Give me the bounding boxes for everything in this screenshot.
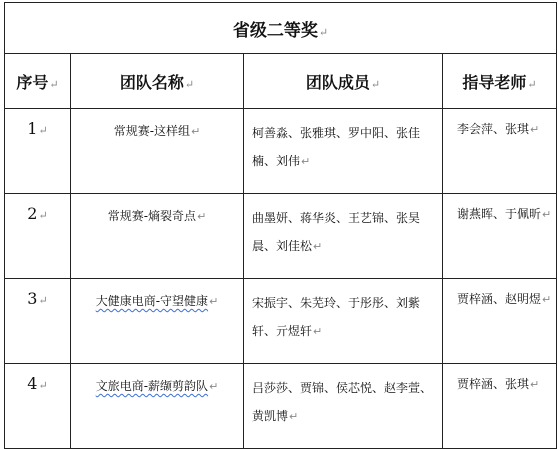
row-index: 2↵ [5, 194, 71, 279]
header-index: 序号↵ [5, 54, 71, 109]
row-team-name: 常规赛-这样组↵ [71, 109, 244, 194]
row-members: 柯善淼、张雅琪、罗中阳、张佳楠、刘伟↵ [244, 109, 443, 194]
table-row [5, 279, 557, 364]
header-members: 团队成员↵ [244, 54, 443, 109]
row-advisors: 李会萍、张琪↵ [443, 109, 557, 194]
table-row [5, 364, 557, 449]
section-title: 省级二等奖 [232, 20, 318, 41]
row-members: 宋振宇、朱芜玲、于彤彤、刘紫轩、亓煜轩↵ [244, 279, 443, 364]
header-advisors: 指导老师↵ [443, 54, 557, 109]
row-advisors: 谢燕晖、于佩昕↵ [443, 194, 557, 279]
paragraph-mark: ↵ [318, 25, 329, 39]
section-title-cell [5, 3, 557, 54]
award-table [4, 2, 557, 449]
row-team-name: 常规赛-熵裂奇点↵ [71, 194, 244, 279]
row-team-name: 大健康电商-守望健康↵ [71, 279, 244, 364]
header-team-name: 团队名称↵ [71, 54, 244, 109]
row-index: 1↵ [5, 109, 71, 194]
row-index: 3↵ [5, 279, 71, 364]
table-row [5, 194, 557, 279]
row-index: 4↵ [5, 364, 71, 449]
row-members: 吕莎莎、贾锦、侯芯悦、赵李萱、黄凯博↵ [244, 364, 443, 449]
header-row [5, 54, 557, 109]
row-team-name: 文旅电商-薪缬剪韵队↵ [71, 364, 244, 449]
row-members: 曲墨妍、蒋华炎、王艺锦、张昊晨、刘佳松↵ [244, 194, 443, 279]
row-advisors: 贾梓涵、张琪↵ [443, 364, 557, 449]
row-advisors: 贾梓涵、赵明煜↵ [443, 279, 557, 364]
table-row [5, 109, 557, 194]
